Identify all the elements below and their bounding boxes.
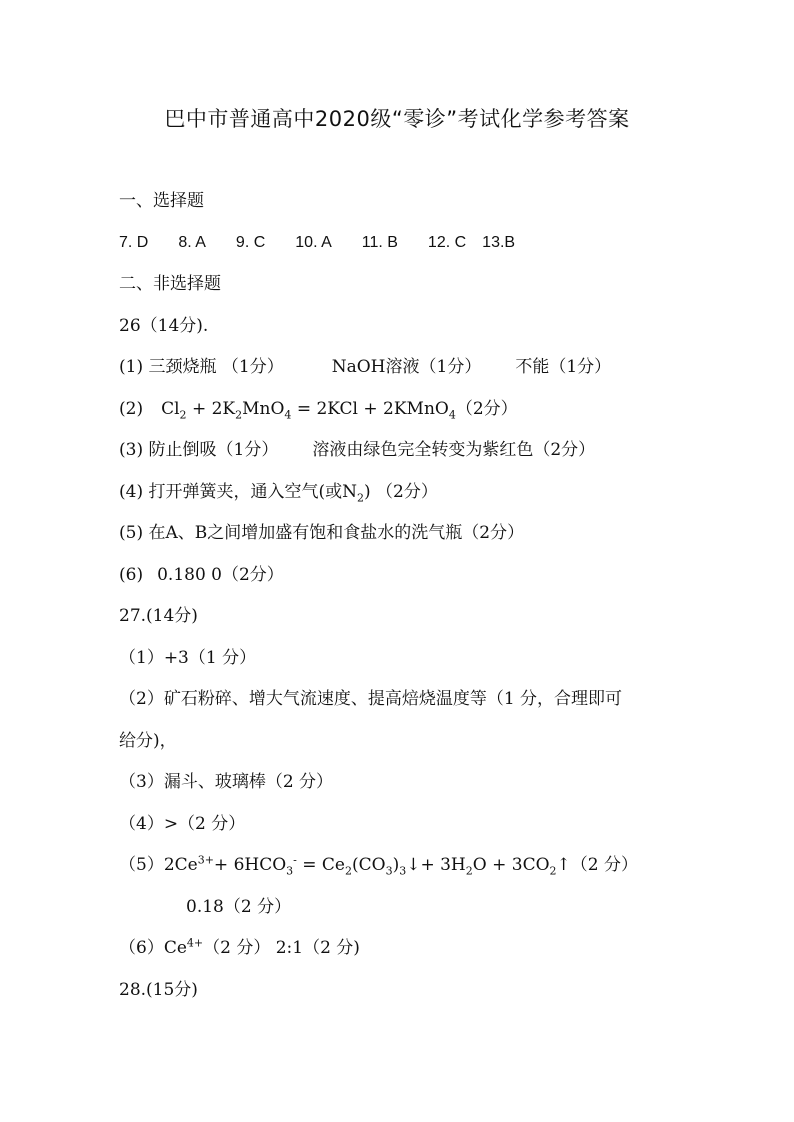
q27-answer-1: （1）+3（1 分） [119, 648, 257, 668]
q27-answer-5: $(5)2Ce^{3+}+ 6HCO_3^-$ = $Ce_2(CO_3)_3↓+ 3H_2O$ + $3CO_2↑(2$ 分） [119, 853, 638, 878]
q26-answer-5: (5) 在A、B之间增加盛有饱和食盐水的洗气瓶（2分） [119, 523, 525, 543]
q27-answer-4: （4）>（2 分） [119, 814, 246, 834]
q27-answer-6: $(6)Ce^{4+}(2$ 分） 2:1（2 分) [119, 936, 360, 958]
q27-header: 27.(14分) [119, 606, 198, 626]
q26-header: 26（14分). [119, 316, 209, 336]
q26-answer-3: (3) 防止倒吸（1分） 溶液由绿色完全转变为紫红色（2分） [119, 440, 596, 460]
choice-answer: 7. D [119, 234, 149, 251]
section-heading-nonchoice: 二、非选择题 [119, 274, 221, 294]
q26-answer-1: (1) 三颈烧瓶 （1分） NaOH溶液（1分） 不能（1分） [119, 357, 612, 377]
q27-answer-2-cont: 给分)， [119, 731, 177, 751]
page-title: 巴中市普通高中2020级“零诊”考试化学参考答案 [164, 107, 630, 131]
q26-answer-4: (4) 打开弹簧夹，通入空气(或$N_2$) （2分） [119, 482, 438, 505]
q27-answer-2: （2）矿石粉碎、增大气流速度、提高焙烧温度等（1 分，合理即可 [119, 689, 623, 709]
q27-answer-3: （3）漏斗、玻璃棒（2 分） [119, 772, 334, 792]
q27-answer-5-cont: 0.18（2 分） [186, 897, 292, 917]
choice-answer: 9. C [235, 234, 266, 251]
q28-header: 28.(15分) [119, 980, 198, 1000]
choice-answer: 8. A [178, 234, 206, 251]
choice-answers [119, 231, 515, 255]
choice-answer: 12. C [427, 234, 467, 251]
choice-answer: 11. B [361, 234, 398, 251]
choice-answer: 13.B [482, 234, 516, 251]
q26-answer-6: (6) 0.180 0（2分） [119, 565, 284, 585]
q26-answer-2: (2) $Cl_2 + 2K_2MnO_4 = 2KCl$ + 2KMnO$_4$（2分） [119, 399, 518, 422]
choice-answer: 10. A [295, 234, 332, 251]
section-heading-choice: 一、选择题 [119, 191, 204, 211]
